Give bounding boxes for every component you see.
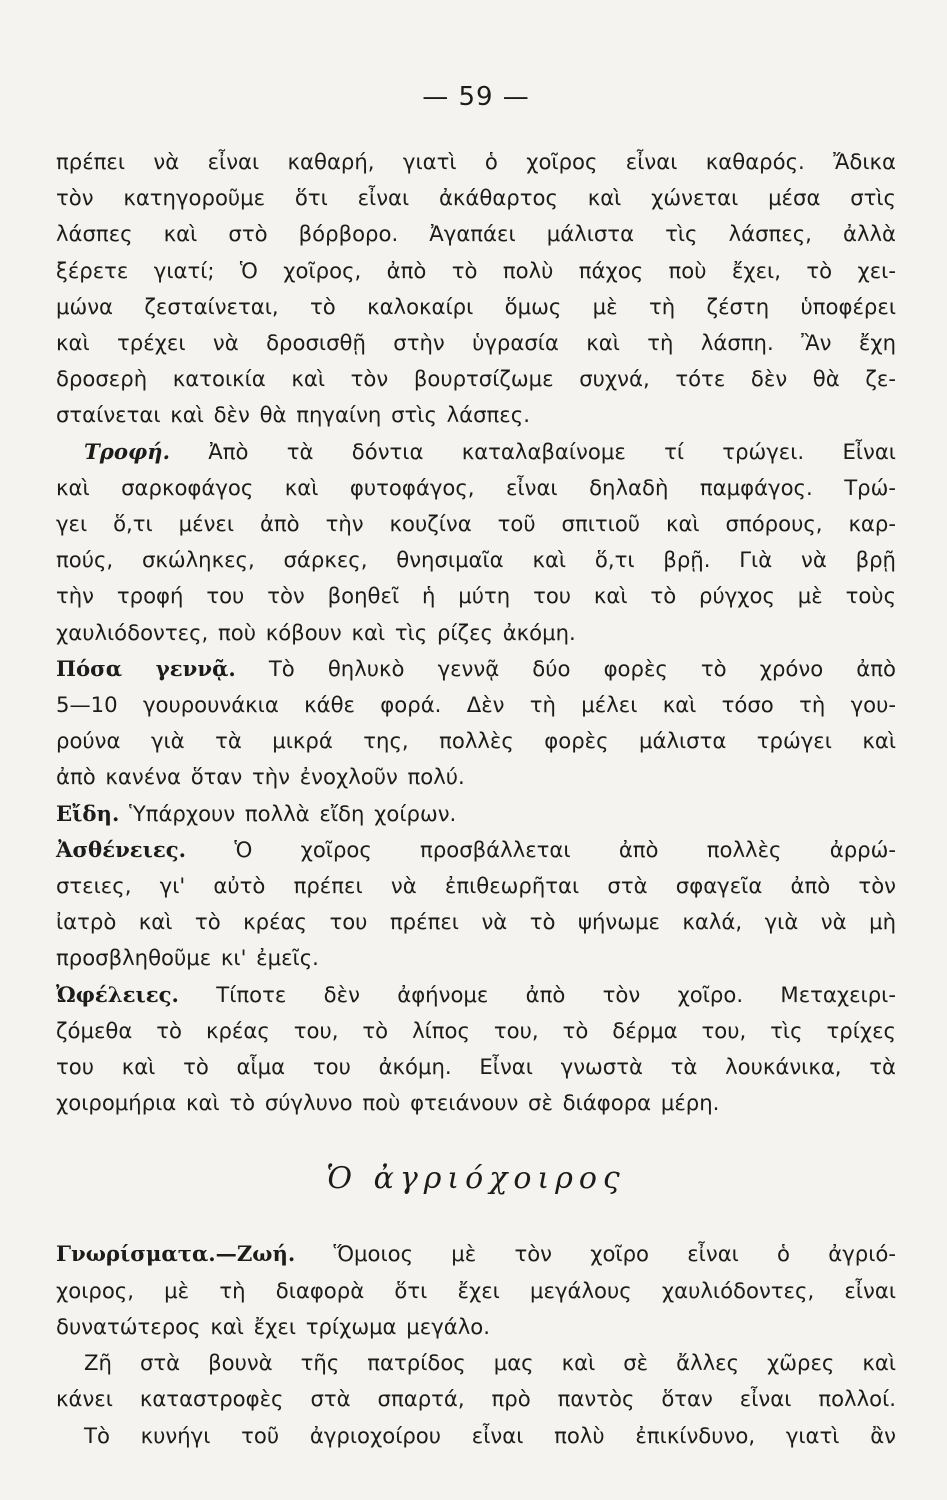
text-line: κάνει καταστροφὲς στὰ σπαρτά, πρὸ παντὸς ὅταν εἶναι πολλοί. [56,1386,896,1412]
text-line: δροσερὴ κατοικία καὶ τὸν βουρτσίζωμε συχνά, τότε δὲν θὰ ζε- [56,366,896,392]
text-line: μώνα ζεσταίνεται, τὸ καλοκαίρι ὅμως μὲ τὴ ζέστη ὑποφέρει [56,293,896,319]
text-line-with-heading [56,1236,896,1272]
text-line: στειες, γι' αὐτὸ πρέπει νὰ ἐπιθεωρῆται στὰ σφαγεῖα ἀπὸ τὸν [56,873,896,899]
text-run: Τίποτε δὲν ἀφήνομε ἀπὸ τὸν χοῖρο. Μεταχειρι- [216,981,896,1007]
text-line: πρέπει νὰ εἶναι καθαρή, γιατὶ ὁ χοῖρος εἶναι καθαρός. Ἄδικα [56,149,896,174]
paragraph-diseases [56,832,896,977]
text-line: τὴν τροφή του τὸν βοηθεῖ ἡ μύτη του καὶ τὸ ρύγχος μὲ τοὺς [56,583,896,609]
text-line: καὶ σαρκοφάγος καὶ φυτοφάγος, εἶναι δηλαδὴ παμφάγος. Τρώ- [56,474,896,500]
text-line: χαυλιόδοντες, ποὺ κόβουν καὶ τὶς ρίζες ἀκόμη. [56,619,576,645]
page-number: — 59 — [422,82,530,112]
text-line: ἰατρὸ καὶ τὸ κρέας του πρέπει νὰ τὸ ψήνωμε καλά, γιὰ νὰ μὴ [56,909,896,935]
text-line: δυνατώτερος καὶ ἔχει τρίχωμα μεγάλο. [56,1313,490,1339]
run-in-heading-features: Γνωρίσματα.—Ζωή. [56,1241,296,1267]
text-line: χοιρος, μὲ τὴ διαφορὰ ὅτι ἔχει μεγάλους χαυλιόδοντες, εἶναι [56,1277,896,1303]
text-line: Ζῆ στὰ βουνὰ τῆς πατρίδος μας καὶ σὲ ἄλλες χῶρες καὶ [84,1350,896,1376]
text-line-with-heading [56,651,896,687]
text-line: ρούνα γιὰ τὰ μικρά της, πολλὲς φορὲς μάλιστα τρώγει καὶ [56,728,896,754]
section-heading: Ὁ ἀγριόχοιρος [326,1161,626,1197]
text-line-with-heading [56,832,896,868]
text-line: λάσπες καὶ στὸ βόρβορο. Ἀγαπάει μάλιστα τὶς λάσπες, ἀλλὰ [56,221,896,247]
text-line: τὸν κατηγοροῦμε ὅτι εἶναι ἀκάθαρτος καὶ χώνεται μέσα στὶς [56,185,896,211]
text-line: γει ὅ,τι μένει ἀπὸ τὴν κουζίνα τοῦ σπιτιοῦ καὶ σπόρους, καρ- [56,511,896,537]
run-in-heading-offspring: Πόσα γεννᾷ. [56,655,236,681]
text-line: Τὸ κυνήγι τοῦ ἀγριοχοίρου εἶναι πολὺ ἐπικίνδυνο, γιατὶ ἂν [84,1422,896,1448]
text-run: Ὑπάρχουν πολλὰ εἴδη χοίρων. [129,800,457,826]
paragraph-cleanliness [56,144,896,434]
text-line: χοιρομήρια καὶ τὸ σύγλυνο ποὺ φτειάνουν σὲ διάφορα μέρη. [56,1090,720,1116]
paragraph-food [56,434,896,651]
text-run: Ὁ χοῖρος προσβάλλεται ἀπὸ πολλὲς ἀρρώ- [234,836,896,862]
paragraph-habitat [56,1345,896,1454]
text-line: σταίνεται καὶ δὲν θὰ πηγαίνη στὶς λάσπες. [56,402,530,428]
paragraph-offspring [56,651,896,796]
text-line: ἀπὸ κανένα ὅταν τὴν ἐνοχλοῦν πολύ. [56,764,465,790]
text-line-with-heading [56,977,896,1013]
run-in-heading-diseases: Ἀσθένειες. [56,836,187,862]
run-in-heading-food: Τροφή. [84,438,170,464]
text-line: 5—10 γουρουνάκια κάθε φορά. Δὲν τὴ μέλει καὶ τόσο τὴ γου- [56,692,896,718]
paragraph-species [56,796,896,832]
text-line: καὶ τρέχει νὰ δροσισθῇ στὴν ὑγρασία καὶ τὴ λάσπη. Ἂν ἔχη [56,330,896,356]
text-line: προσβληθοῦμε κι' ἐμεῖς. [56,945,319,971]
text-run: Ἀπὸ τὰ δόντια καταλαβαίνομε τί τρώγει. Εἶναι [208,438,896,464]
run-in-heading-benefits: Ὠφέλειες. [56,981,179,1007]
text-run: Τὸ θηλυκὸ γεννᾷ δύο φορὲς τὸ χρόνο ἀπὸ [268,655,896,681]
text-run: Ὅμοιος μὲ τὸν χοῖρο εἶναι ὁ ἀγριό- [333,1241,896,1267]
text-line-with-heading [56,796,896,832]
book-page [56,82,896,1454]
text-line-with-heading [56,434,896,470]
paragraph-benefits [56,977,896,1122]
run-in-heading-species: Εἴδη. [56,800,120,826]
text-line: ζόμεθα τὸ κρέας του, τὸ λίπος του, τὸ δέρμα του, τὶς τρίχες [56,1017,896,1043]
text-line: πούς, σκώληκες, σάρκες, θνησιμαῖα καὶ ὅ,τι βρῇ. Γιὰ νὰ βρῇ [56,547,896,573]
text-line: ξέρετε γιατί; Ὁ χοῖρος, ἀπὸ τὸ πολὺ πάχος ποὺ ἔχει, τὸ χει- [56,257,896,283]
text-line: του καὶ τὸ αἷμα του ἀκόμη. Εἶναι γνωστὰ τὰ λουκάνικα, τὰ [56,1054,896,1080]
paragraph-features [56,1236,896,1345]
